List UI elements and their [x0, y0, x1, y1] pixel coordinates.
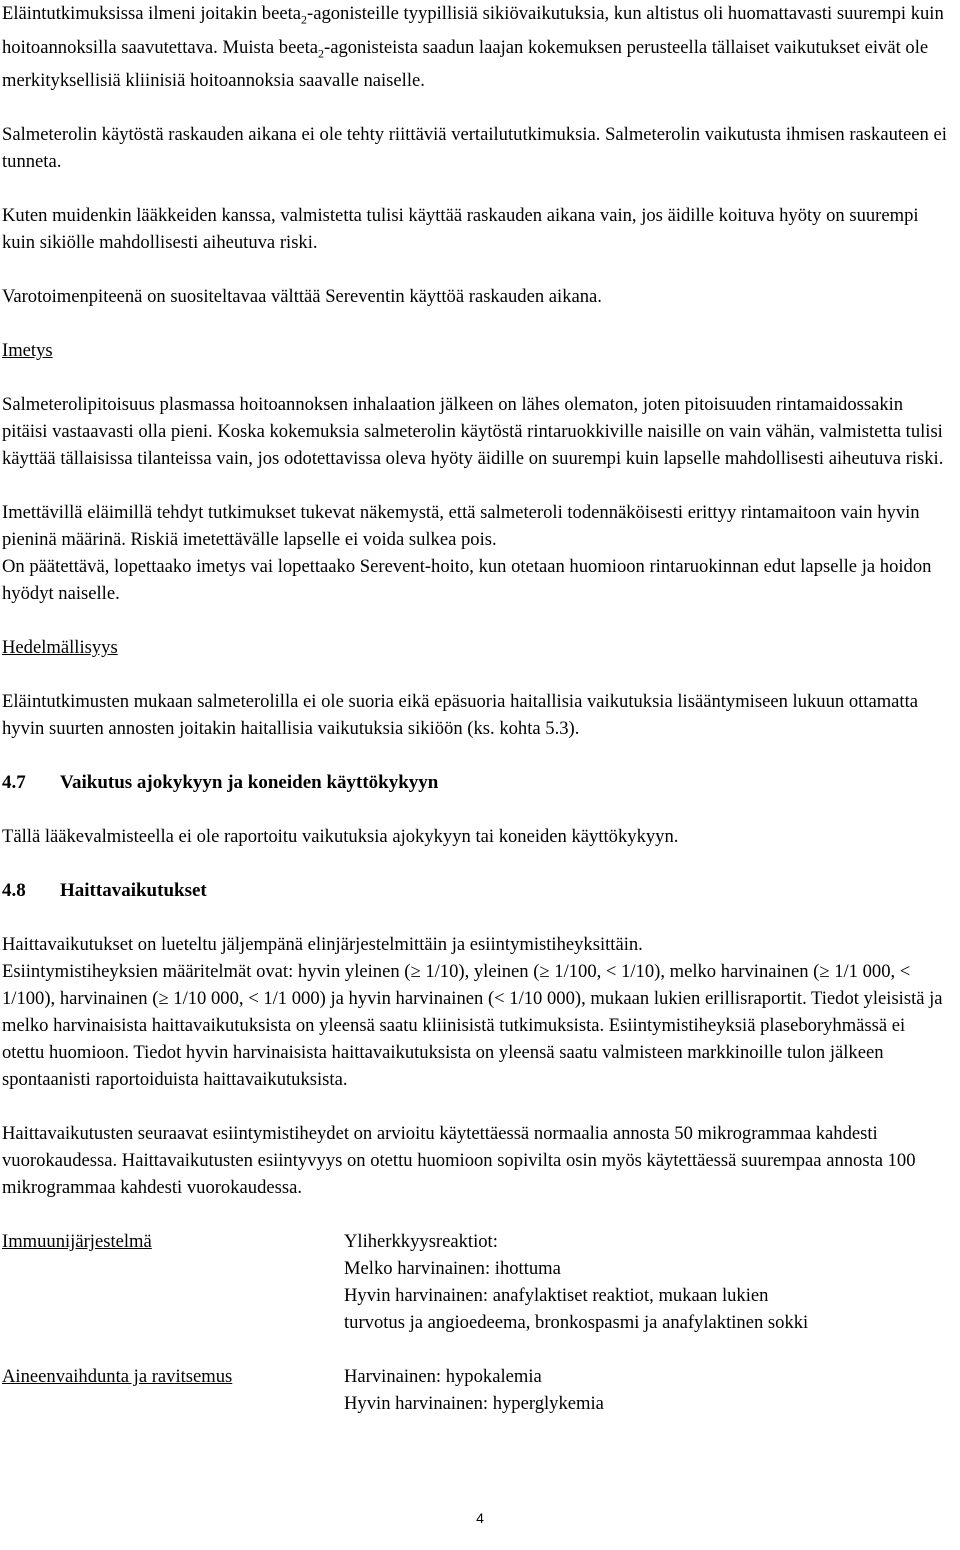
- pregnancy-paragraph-4: Varotoimenpiteenä on suositeltavaa välttää Sereventin käyttöä raskauden aikana.: [2, 286, 602, 308]
- adverse-effect-line: Harvinainen: hypokalemia: [344, 1366, 542, 1388]
- pregnancy-paragraph-1: Eläintutkimuksissa ilmeni joitakin beeta$_2$-agonisteille tyypillisiä sikiövaikutuksia, kun altistus oli huomattavasti suurempi kuin hoitoannoksilla saavutettava. Muista beeta$_2$-agonisteista saadun laajan kokemuksen perusteella tällaiset vaikutukset eivät ole merkityksellisiä kliinisiä hoitoannoksia saavalle naiselle.: [2, 3, 944, 92]
- adverse-effects-row: [2, 1228, 952, 1336]
- section-4-8-heading: 4.8 Haittavaikutukset: [2, 880, 207, 902]
- dose-frequency-paragraph: Haittavaikutusten seuraavat esiintymistiheydet on arvioitu käytettäessä normaalia annosta 50 mikrogrammaa kahdesti vuorokaudessa. Haittavaikutusten esiintyvyys on otettu huomioon sopivilta osin myös käytettäessä suurempaa annosta 100 mikrogrammaa kahdesti vuorokaudessa.: [2, 1123, 916, 1199]
- subscript-2: 2: [318, 46, 325, 61]
- section-4-7-text: Tällä lääkevalmisteella ei ole raportoitu vaikutuksia ajokykyyn tai koneiden käyttökykyyn.: [2, 826, 679, 848]
- pregnancy-paragraph-2: Salmeterolin käytöstä raskauden aikana ei ole tehty riittäviä vertailututkimuksia. Salmeterolin vaikutusta ihmisen raskauteen ei tunneta.: [2, 124, 947, 173]
- adverse-effect-line: Melko harvinainen: ihottuma: [344, 1258, 561, 1280]
- fertility-paragraph: Eläintutkimusten mukaan salmeterolilla ei ole suoria eikä epäsuoria haitallisia vaikutuksia lisääntymiseen lukuun ottamatta hyvin suurten annosten joitakin haitallisia vaikutuksia sikiöön (ks. kohta 5.3).: [2, 691, 919, 740]
- adverse-effects-list: [344, 1363, 952, 1417]
- pregnancy-paragraph-3: Kuten muidenkin lääkkeiden kanssa, valmistetta tulisi käyttää raskauden aikana vain, jos äidille koituva hyöty on suurempi kuin sikiölle mahdollisesti aiheutuva riski.: [2, 205, 919, 254]
- document-page: [2, 0, 952, 1417]
- breastfeeding-paragraph-3: On päätettävä, lopettaako imetys vai lopettaako Serevent-hoito, kun otetaan huomioon rintaruokinnan edut lapselle ja hoidon hyödyt naiselle.: [2, 556, 932, 605]
- fertility-heading: Hedelmällisyys: [2, 637, 118, 659]
- organ-class-label: Immuunijärjestelmä: [2, 1231, 152, 1253]
- subscript-2: 2: [301, 12, 307, 27]
- breastfeeding-paragraph-2: Imettävillä eläimillä tehdyt tutkimukset tukevat näkemystä, että salmeteroli todennäköisesti erittyy rintamaitoon vain hyvin pieninä määrinä. Riskiä imetettävälle lapselle ei voida sulkea pois.: [2, 502, 920, 551]
- adverse-effects-intro-line: Haittavaikutukset on lueteltu jäljempänä elinjärjestelmittäin ja esiintymistiheyksittäin.: [2, 934, 643, 956]
- adverse-effect-line: Hyvin harvinainen: anafylaktiset reaktiot, mukaan lukien: [344, 1285, 769, 1307]
- adverse-effects-list: [344, 1228, 952, 1336]
- organ-class-label: Aineenvaihdunta ja ravitsemus: [2, 1366, 233, 1388]
- section-4-7-heading: 4.7 Vaikutus ajokykyyn ja koneiden käyttökykyyn: [2, 772, 439, 794]
- frequency-definitions: Esiintymistiheyksien määritelmät ovat: hyvin yleinen (≥ 1/10), yleinen (≥ 1/100, < 1/10), melko harvinainen (≥ 1/1 000, < 1/100), harvinainen (≥ 1/10 000, < 1/1 000) ja hyvin harvinainen (< 1/10 000), mukaan lukien erillisraportit. Tiedot yleisistä ja melko harvinaisista haittavaikutuksista on yleensä saatu kliinisistä tutkimuksista. Esiintymistiheyksiä plaseboryhmässä ei otettu huomioon. Tiedot hyvin harvinaisista haittavaikutuksista on yleensä saatu valmisteen markkinoille tulon jälkeen spontaanisti raportoiduista haittavaikutuksista.: [2, 961, 943, 1091]
- breastfeeding-paragraph-1: Salmeterolipitoisuus plasmassa hoitoannoksen inhalaation jälkeen on lähes olematon, joten pitoisuuden rintamaidossakin pitäisi vastaavasti olla pieni. Koska kokemuksia salmeterolin käytöstä rintaruokkiville naisille on vain vähän, valmistetta tulisi käyttää tällaisissa tilanteissa vain, jos odotettavissa oleva hyöty äidille on suurempi kuin lapselle mahdollisesti aiheutuva riski.: [2, 394, 944, 470]
- adverse-effect-line: Yliherkkyysreaktiot:: [344, 1231, 498, 1253]
- adverse-effects-row: [2, 1363, 952, 1417]
- adverse-effect-line: Hyvin harvinainen: hyperglykemia: [344, 1393, 604, 1415]
- breastfeeding-heading: Imetys: [2, 340, 53, 362]
- adverse-effect-line: turvotus ja angioedeema, bronkospasmi ja anafylaktinen sokki: [344, 1312, 809, 1334]
- page-number: 4: [476, 1510, 484, 1526]
